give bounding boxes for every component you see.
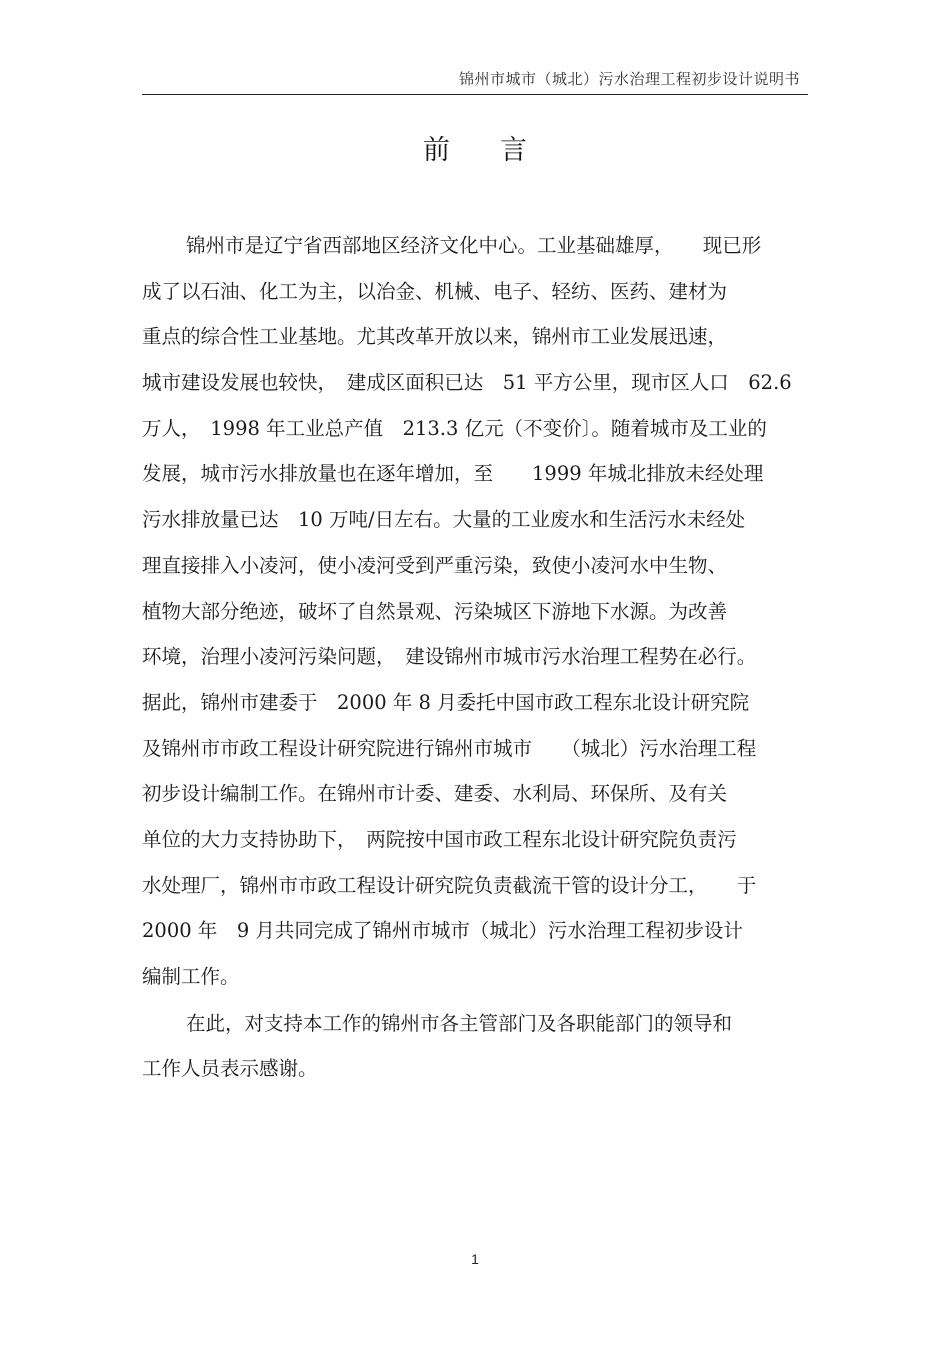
text-line: 环境，治理小凌河污染问题， 建设锦州市城市污水治理工程势在必行。	[142, 645, 757, 669]
text-line: 据此，锦州市建委于 2000 年 8 月委托中国市政工程东北设计研究院	[142, 690, 750, 714]
text-line: 水处理厂，锦州市市政工程设计研究院负责截流干管的设计分工， 于	[142, 873, 757, 897]
text-line: 污水排放量已达 10 万吨/日左右。大量的工业废水和生活污水未经处	[142, 508, 746, 532]
body-text	[142, 228, 810, 1097]
text-line: 锦州市是辽宁省西部地区经济文化中心。工业基础雄厚， 现已形	[186, 234, 762, 257]
text-line: 及锦州市市政工程设计研究院进行锦州市城市 （城北）污水治理工程	[142, 736, 757, 760]
text-line: 植物大部分绝迹，破坏了自然景观、污染城区下游地下水源。为改善	[142, 599, 728, 623]
page-number: 1	[471, 1251, 479, 1267]
text-line: 城市建设发展也较快， 建成区面积已达 51 平方公里，现市区人口 62.6	[142, 371, 792, 395]
text-line: 重点的综合性工业基地。尤其改革开放以来，锦州市工业发展迅速，	[142, 325, 728, 349]
page-header	[142, 58, 808, 95]
text-line: 单位的大力支持协助下， 两院按中国市政工程东北设计研究院负责污	[142, 827, 737, 851]
text-line: 理直接排入小凌河，使小凌河受到严重污染，致使小凌河水中生物、	[142, 553, 728, 577]
paragraph-thanks	[142, 1006, 810, 1097]
page-title: 前言	[423, 135, 577, 166]
paragraph-intro	[142, 228, 810, 1005]
text-line: 工作人员表示感谢。	[142, 1057, 318, 1081]
text-line: 万人， 1998 年工业总产值 213.3 亿元（不变价〕。随着城市及工业的	[142, 416, 767, 440]
text-line: 2000 年 9 月共同完成了锦州市城市（城北）污水治理工程初步设计	[142, 919, 743, 943]
running-title: 锦州市城市（城北）污水治理工程初步设计说明书	[458, 70, 800, 88]
text-line: 成了以石油、化工为主，以冶金、机械、电子、轻纺、医药、建材为	[142, 279, 728, 303]
text-line: 发展，城市污水排放量也在逐年增加，至 1999 年城北排放未经处理	[142, 462, 764, 486]
text-line: 初步设计编制工作。在锦州市计委、建委、水利局、环保所、及有关	[142, 782, 728, 806]
text-line: 编制工作。	[142, 965, 240, 988]
text-line: 在此，对支持本工作的锦州市各主管部门及各职能部门的领导和	[186, 1011, 733, 1035]
